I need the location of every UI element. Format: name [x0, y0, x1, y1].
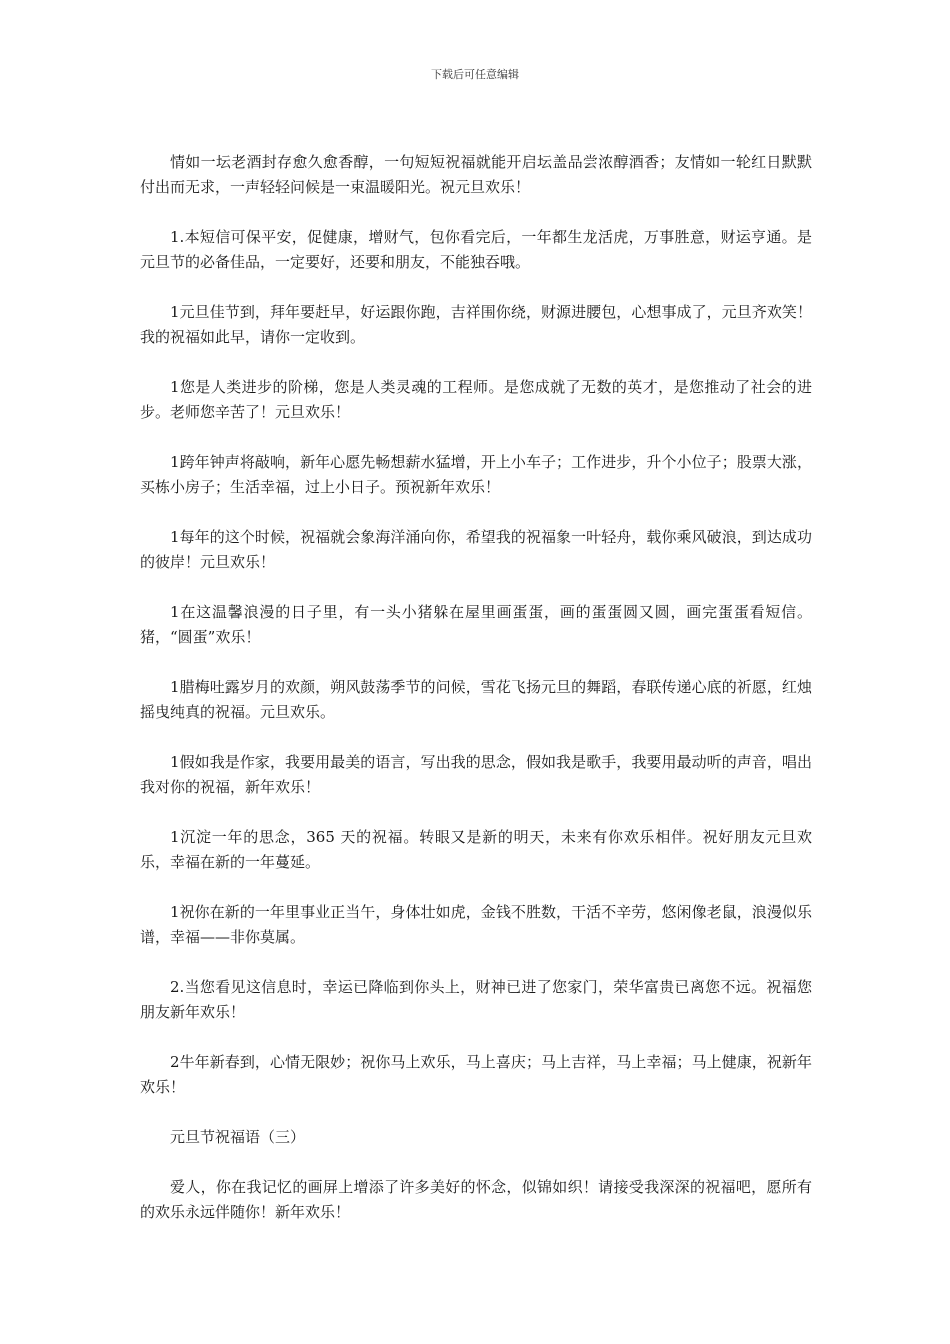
paragraph: 2牛年新春到，心情无限妙；祝你马上欢乐，马上喜庆；马上吉祥，马上幸福；马上健康，祝新年欢乐！	[140, 1053, 812, 1096]
paragraph: 2.当您看见这信息时，幸运已降临到你头上，财神已进了您家门，荣华富贵已离您不远。祝福您朋友新年欢乐！	[140, 978, 812, 1021]
paragraph: 1沉淀一年的思念，365 天的祝福。转眼又是新的明天，未来有你欢乐相伴。祝好朋友元旦欢乐，幸福在新的一年蔓延。	[140, 828, 812, 871]
paragraph: 1在这温馨浪漫的日子里，有一头小猪躲在屋里画蛋蛋，画的蛋蛋圆又圆，画完蛋蛋看短信。猪，“圆蛋”欢乐！	[140, 603, 812, 646]
paragraph: 1祝你在新的一年里事业正当午，身体壮如虎，金钱不胜数，干活不辛劳，悠闲像老鼠，浪漫似乐谱，幸福——非你莫属。	[140, 903, 812, 946]
document-body	[140, 150, 812, 1250]
paragraph: 1假如我是作家，我要用最美的语言，写出我的思念，假如我是歌手，我要用最动听的声音，唱出我对你的祝福，新年欢乐！	[140, 753, 812, 796]
paragraph: 1元旦佳节到，拜年要赶早，好运跟你跑，吉祥围你绕，财源进腰包，心想事成了，元旦齐欢笑！我的祝福如此早，请你一定收到。	[140, 303, 812, 346]
paragraph: 1腊梅吐露岁月的欢颜，朔风鼓荡季节的问候，雪花飞扬元旦的舞蹈，春联传递心底的祈愿，红烛摇曳纯真的祝福。元旦欢乐。	[140, 678, 812, 721]
page-header: 下载后可任意编辑	[431, 68, 519, 81]
section-heading: 元旦节祝福语（三）	[170, 1128, 306, 1146]
paragraph: 1您是人类进步的阶梯，您是人类灵魂的工程师。是您成就了无数的英才，是您推动了社会的进步。老师您辛苦了！元旦欢乐！	[140, 378, 812, 421]
paragraph: 1每年的这个时候，祝福就会象海洋涌向你，希望我的祝福象一叶轻舟，载你乘风破浪，到达成功的彼岸！元旦欢乐！	[140, 528, 812, 571]
paragraph: 1跨年钟声将敲响，新年心愿先畅想薪水猛增，开上小车子；工作进步，升个小位子；股票大涨，买栋小房子；生活幸福，过上小日子。预祝新年欢乐！	[140, 453, 812, 496]
paragraph: 情如一坛老酒封存愈久愈香醇，一句短短祝福就能开启坛盖品尝浓醇酒香；友情如一轮红日默默付出而无求，一声轻轻问候是一束温暖阳光。祝元旦欢乐！	[140, 153, 812, 196]
paragraph: 爱人，你在我记忆的画屏上增添了许多美好的怀念，似锦如织！请接受我深深的祝福吧，愿所有的欢乐永远伴随你！新年欢乐！	[140, 1178, 812, 1221]
paragraph: 1.本短信可保平安，促健康，增财气，包你看完后，一年都生龙活虎，万事胜意，财运亨通。是元旦节的必备佳品，一定要好，还要和朋友，不能独吞哦。	[140, 228, 812, 271]
